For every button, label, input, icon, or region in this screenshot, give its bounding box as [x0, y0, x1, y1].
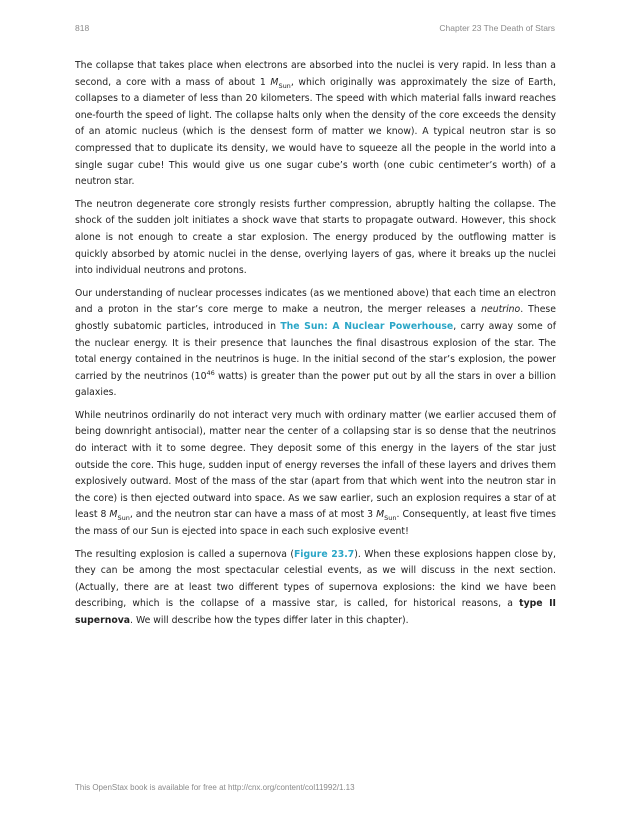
- link-figure-23-7[interactable]: Figure 23.7: [293, 548, 355, 560]
- page-body: [75, 58, 556, 636]
- term-neutrino: neutrino: [481, 304, 521, 316]
- link-sun-nuclear-powerhouse[interactable]: The Sun: A Nuclear Powerhouse: [280, 320, 454, 332]
- term-type-ii-supernova: type II supernova: [75, 598, 557, 626]
- paragraph-4: While neutrinos ordinarily do not interact very much with ordinary matter (we earlier accused them of being downright antisocial), matter near the center of a collapsing star is so dense that the neutrinos do interact with it to some degree. They deposit some of this energy in the layers of the star just outside the core. This huge, sudden input of energy reverses the infall of these layers and drives them explosively outward. Most of the mass of the star (apart from that which went into the neutron star in the core) is then ejected outward into space. As we saw earlier, such an explosion requires a star of at least 8 $M_{Sun}$, and the neutron star can have a mass of at most 3 $M_{Sun}$. Consequently, at least five times the mass of our Sun is ejected into space in each such explosive event!: [75, 409, 556, 538]
- paragraph-5: The resulting explosion is called a supernova (Figure 23.7). When these explosions happen close by, they can be among the most spectacular celestial events, as we will discuss in the next section. (Actually, there are at least two different types of supernova explosions: the kind we have been describing, which is the collapse of a massive star, is called, for historical reasons, a type II supernova. We will describe how the types differ later in this chapter).: [75, 548, 557, 626]
- paragraph-1: The collapse that takes place when electrons are absorbed into the nuclei is very rapid. In less than a second, a core with a mass of about 1 $M_{Sun}$, which originally was approximately the size of Earth, collapses to a diameter of less than 20 kilometers. The speed with which material falls inward reaches one-fourth the speed of light. The collapse halts only when the density of the core exceeds the density of an atomic nucleus (which is the densest form of matter we know). A typical neutron star is so compressed that to duplicate its density, we would have to squeeze all the people in the world into a single sugar cube! This would give us one sugar cube’s worth (one cubic centimeter’s worth) of a neutron star.: [75, 60, 556, 188]
- page-number: 818: [75, 23, 90, 33]
- chapter-title: Chapter 23 The Death of Stars: [439, 23, 555, 33]
- paragraph-2: The neutron degenerate core strongly resists further compression, abruptly halting the collapse. The shock of the sudden jolt initiates a shock wave that starts to propagate outward. However, this shock alone is not enough to create a star explosion. The energy produced by the outflowing matter is quickly absorbed by atomic nuclei in the dense, overlying layers of gas, where it breaks up the nuclei into individual neutrons and protons.: [75, 198, 556, 277]
- footer-text: This OpenStax book is available for free at http://cnx.org/content/col11992/1.13: [75, 783, 355, 792]
- paragraph-3: Our understanding of nuclear processes indicates (as we mentioned above) that each time an electron and a proton in the star’s core merge to make a neutron, the merger releases a neutrino. These ghostly subatomic particles, introduced in The Sun: A Nuclear Powerhouse, carry away some of the nuclear energy. It is their presence that launches the final disastrous explosion of the star. The total energy contained in the neutrinos is huge. In the initial second of the star’s explosion, the power carried by the neutrinos ($10^{46}$ watts) is greater than the power put out by all the stars in over a billion galaxies.: [75, 287, 557, 399]
